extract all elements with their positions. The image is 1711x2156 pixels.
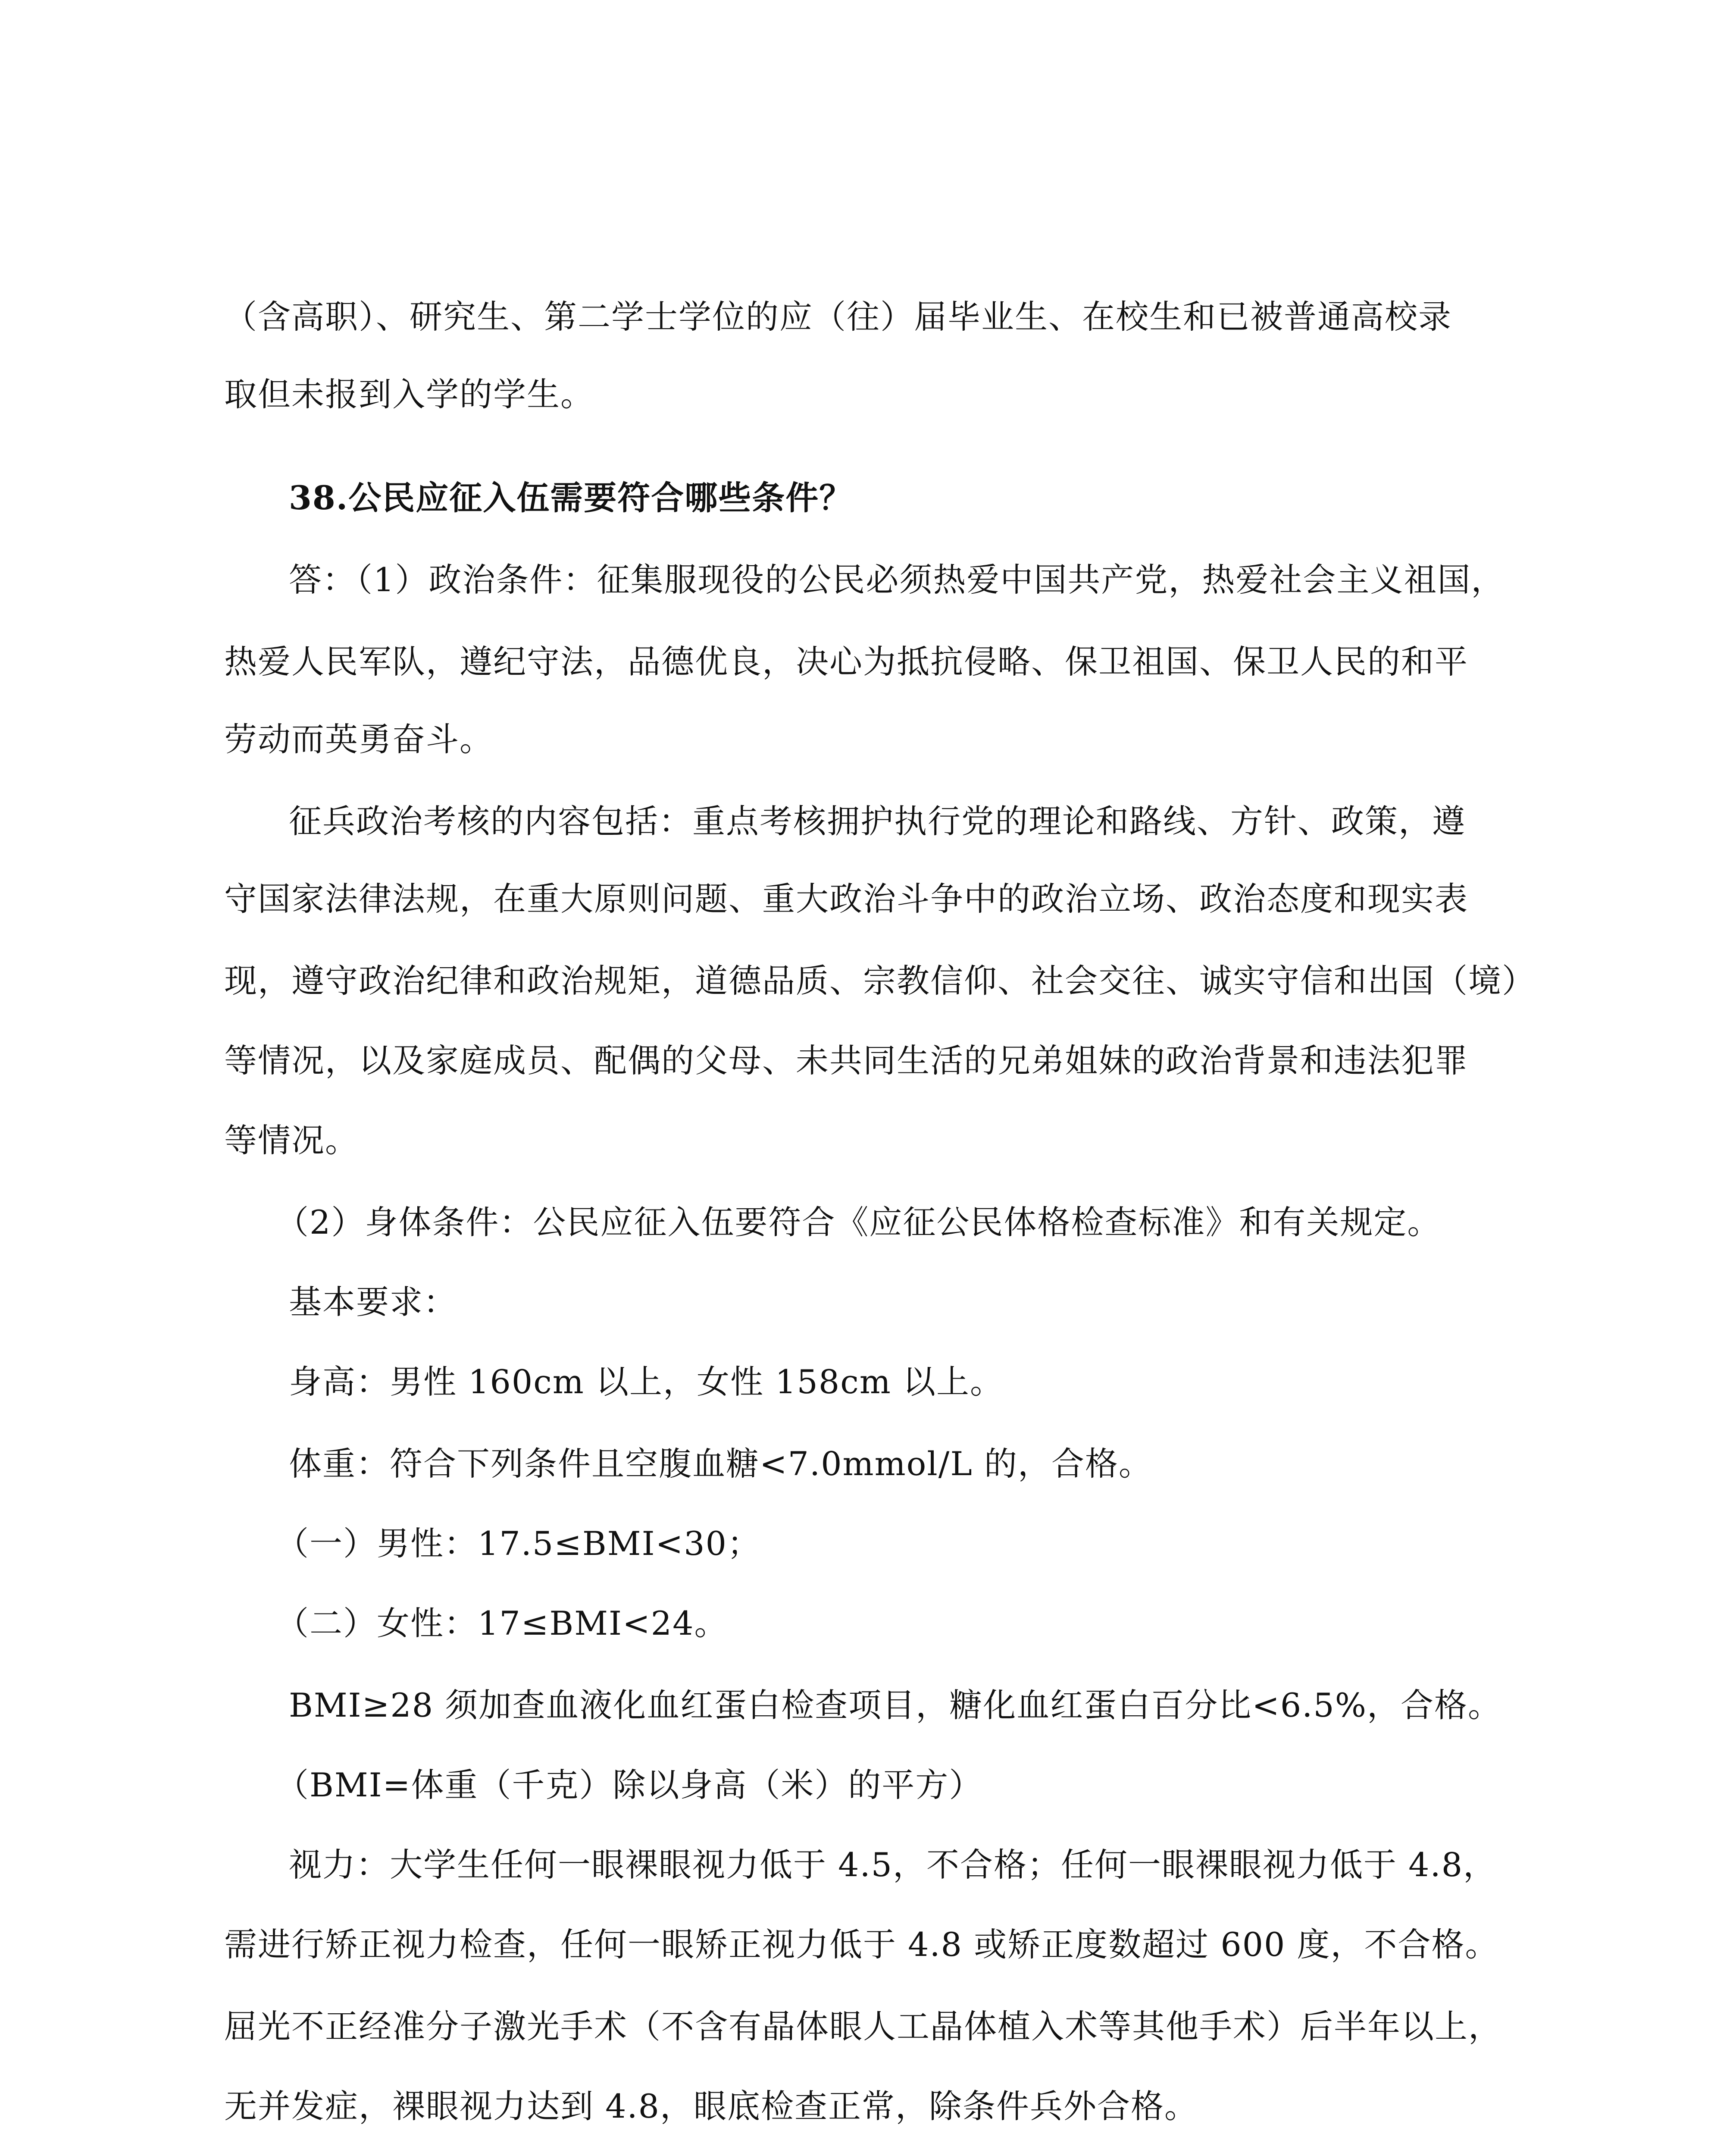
paragraph-line: 征兵政治考核的内容包括：重点考核拥护执行党的理论和路线、方针、政策，遵 — [289, 802, 1466, 840]
paragraph-line: （2）身体条件：公民应征入伍要符合《应征公民体格检查标准》和有关规定。 — [276, 1203, 1441, 1241]
paragraph-line: 等情况。 — [224, 1121, 359, 1159]
paragraph-line: 等情况，以及家庭成员、配偶的父母、未共同生活的兄弟姐妹的政治背景和违法犯罪 — [224, 1041, 1468, 1080]
paragraph-line: 视力：大学生任何一眼裸眼视力低于 4.5，不合格；任何一眼裸眼视力低于 4.8， — [289, 1846, 1497, 1884]
paragraph-line: 身高：男性 160cm 以上，女性 158cm 以上。 — [289, 1363, 1004, 1401]
paragraph-line: BMI≥28 须加查血液化血红蛋白检查项目，糖化血红蛋白百分比<6.5%，合格。 — [289, 1686, 1501, 1724]
paragraph-line: （一）男性：17.5≤BMI<30； — [276, 1524, 761, 1563]
paragraph-line: 答：（1）政治条件：征集服现役的公民必须热爱中国共产党，热爱社会主义祖国， — [289, 561, 1505, 599]
paragraph-line: 体重：符合下列条件且空腹血糖<7.0mmol/L 的，合格。 — [289, 1445, 1152, 1483]
paragraph-line: 现，遵守政治纪律和政治规矩，道德品质、宗教信仰、社会交往、诚实守信和出国（境） — [224, 962, 1536, 1000]
paragraph-line: （BMI=体重（千克）除以身高（米）的平方） — [276, 1766, 983, 1804]
paragraph-line: 屈光不正经准分子激光手术（不含有晶体眼人工晶体植入术等其他手术）后半年以上， — [224, 2007, 1502, 2046]
paragraph-line: （含高职）、研究生、第二学士学位的应（往）届毕业生、在校生和已被普通高校录 — [224, 298, 1452, 336]
paragraph-line: 劳动而英勇奋斗。 — [224, 720, 493, 758]
paragraph-line: 守国家法律法规，在重大原则问题、重大政治斗争中的政治立场、政治态度和现实表 — [224, 880, 1468, 918]
paragraph-line: 热爱人民军队，遵纪守法，品德优良，决心为抵抗侵略、保卫祖国、保卫人民的和平 — [224, 642, 1468, 681]
paragraph-line: （二）女性：17≤BMI<24。 — [276, 1604, 728, 1642]
question-heading: 38.公民应征入伍需要符合哪些条件？ — [289, 479, 853, 517]
paragraph-line: 无并发症，裸眼视力达到 4.8，眼底检查正常，除条件兵外合格。 — [224, 2087, 1198, 2125]
paragraph-line: 取但未报到入学的学生。 — [224, 375, 594, 414]
paragraph-line: 需进行矫正视力检查，任何一眼矫正视力低于 4.8 或矫正度数超过 600 度，不合格。 — [224, 1925, 1499, 1964]
paragraph-line: 基本要求： — [289, 1283, 457, 1321]
